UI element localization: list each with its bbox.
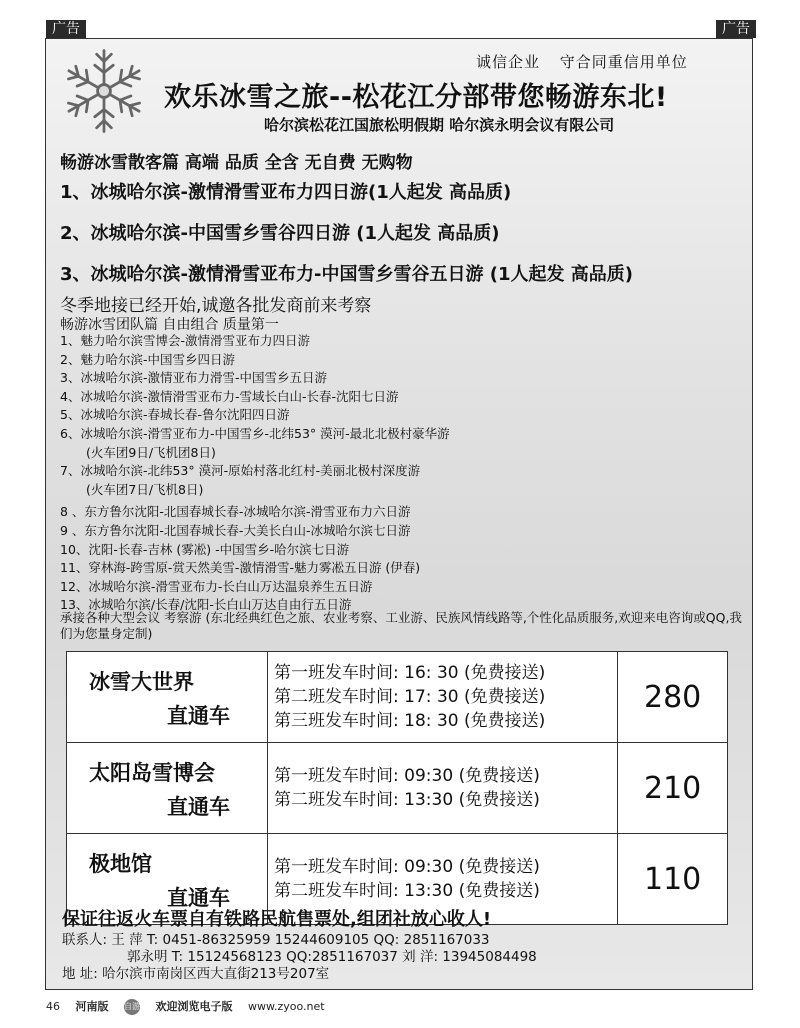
snowflake-icon [58, 45, 150, 137]
slogan-integrity: 诚信企业 [476, 53, 541, 71]
contact-block [62, 932, 537, 983]
list-item-note: (火车团9日/飞机团8日) [86, 444, 216, 460]
ad-label-right: 广告 [716, 20, 756, 38]
page-number: 46 [46, 1000, 60, 1013]
featured-route-1: 1、冰城哈尔滨-激情滑雪亚布力四日游(1人起发 高品质) [60, 182, 512, 203]
departure-time: 第二班发车时间: 13:30 (免费接送) [274, 881, 540, 901]
featured-route-3: 3、冰城哈尔滨-激情滑雪亚布力-中国雪乡雪谷五日游 (1人起发 高品质) [60, 264, 633, 285]
conference-note: 承接各种大型会议 考察游 (东北经典红色之旅、农业考察、工业游、民族风情线路等,个性化品质服务,欢迎来电咨询或QQ,我们为您量身定制) [60, 610, 742, 641]
publisher-logo: 自游 [124, 999, 140, 1015]
table-row [67, 652, 728, 743]
shuttle-subtitle: 直通车 [167, 886, 230, 910]
address-line: 地 址: 哈尔滨市南岗区西大直街213号207室 [62, 966, 330, 982]
list-item: 12、冰城哈尔滨-滑雪亚布力-长白山万达温泉养生五日游 [60, 578, 373, 594]
shuttle-price: 280 [618, 652, 728, 743]
shuttle-name-cell [67, 743, 268, 834]
list-item: 6、冰城哈尔滨-滑雪亚布力-中国雪乡-北纬53° 漠河-最北北极村豪华游 [60, 425, 450, 441]
list-item: 5、冰城哈尔滨-春城长春-鲁尔沈阳四日游 [60, 407, 290, 423]
departure-time: 第一班发车时间: 09:30 (免费接送) [274, 766, 540, 786]
featured-route-2: 2、冰城哈尔滨-中国雪乡雪谷四日游 (1人起发 高品质) [60, 223, 500, 244]
shuttle-times [268, 743, 618, 834]
list-item-note: (火车团7日/飞机8日) [86, 481, 204, 497]
list-item: 4、冰城哈尔滨-激情滑雪亚布力-雪域长白山-长春-沈阳七日游 [60, 388, 399, 404]
departure-time: 第二班发车时间: 17: 30 (免费接送) [274, 687, 546, 707]
list-item: 8 、东方鲁尔沈阳-北国春城长春-冰城哈尔滨-滑雪亚布力六日游 [60, 504, 411, 520]
route-list [60, 332, 750, 615]
list-item: 10、沈阳-长春-吉林 (雾凇) -中国雪乡-哈尔滨七日游 [60, 541, 350, 557]
shuttle-price: 210 [618, 743, 728, 834]
contact-line: 联系人: 王 萍 T: 0451-86325959 15244609105 QQ: 2851167033 [62, 932, 490, 948]
team-heading: 畅游冰雪团队篇 自由组合 质量第一 [60, 317, 279, 333]
list-item: 3、冰城哈尔滨-激情亚布力滑雪-中国雪乡五日游 [60, 370, 327, 386]
departure-time: 第一班发车时间: 16: 30 (免费接送) [274, 663, 546, 683]
shuttle-times [268, 652, 618, 743]
contact-line: 郭永明 T: 15124568123 QQ:2851167037 刘 洋: 13945084498 [127, 949, 537, 965]
list-item: 1、魅力哈尔滨雪博会-激情滑雪亚布力四日游 [60, 333, 310, 348]
slogan-contract: 守合同重信用单位 [559, 53, 688, 71]
list-item: 13、冰城哈尔滨/长春/沈阳-长白山万达自由行五日游 [60, 597, 352, 613]
edition-label: 河南版 [75, 1000, 109, 1013]
table-row [67, 743, 728, 834]
company-name: 哈尔滨松花江国旅松明假期 哈尔滨永明会议有限公司 [264, 116, 615, 134]
list-item: 2、魅力哈尔滨-中国雪乡四日游 [60, 351, 235, 367]
winter-invitation: 冬季地接已经开始,诚邀各批发商前来考察 [60, 296, 372, 316]
shuttle-name: 太阳岛雪博会 [89, 761, 215, 785]
departure-time: 第一班发车时间: 09:30 (免费接送) [274, 857, 540, 877]
shuttle-name-cell [67, 652, 268, 743]
headline: 欢乐冰雪之旅--松花江分部带您畅游东北! [164, 82, 668, 113]
departure-time: 第三班发车时间: 18: 30 (免费接送) [274, 711, 546, 731]
shuttle-subtitle: 直通车 [167, 795, 230, 819]
footer-url[interactable]: www.zyoo.net [248, 1000, 325, 1013]
list-item: 7、冰城哈尔滨-北纬53° 漠河-原始村落北红村-美丽北极村深度游 [60, 463, 421, 479]
shuttle-subtitle: 直通车 [167, 704, 230, 728]
departure-time: 第二班发车时间: 13:30 (免费接送) [274, 790, 540, 810]
ad-label-left: 广告 [46, 20, 86, 38]
shuttle-name: 极地馆 [89, 852, 152, 876]
footer-invite: 欢迎浏览电子版 [155, 1000, 233, 1013]
list-item: 11、穿林海-跨雪原-赏天然美雪-激情滑雪-魅力雾凇五日游 (伊春) [60, 560, 421, 576]
shuttle-price: 110 [618, 834, 728, 925]
guarantee-banner: 保证往返火车票自有铁路民航售票处,组团社放心收人! [62, 909, 492, 930]
page-footer [46, 998, 337, 1015]
tagline: 畅游冰雪散客篇 高端 品质 全含 无自费 无购物 [60, 153, 413, 173]
advertisement-panel [45, 38, 753, 990]
shuttle-table [66, 651, 728, 925]
shuttle-name: 冰雪大世界 [89, 670, 194, 694]
list-item: 9 、东方鲁尔沈阳-北国春城长春-大美长白山-冰城哈尔滨七日游 [60, 522, 411, 538]
header-slogans [476, 51, 702, 72]
